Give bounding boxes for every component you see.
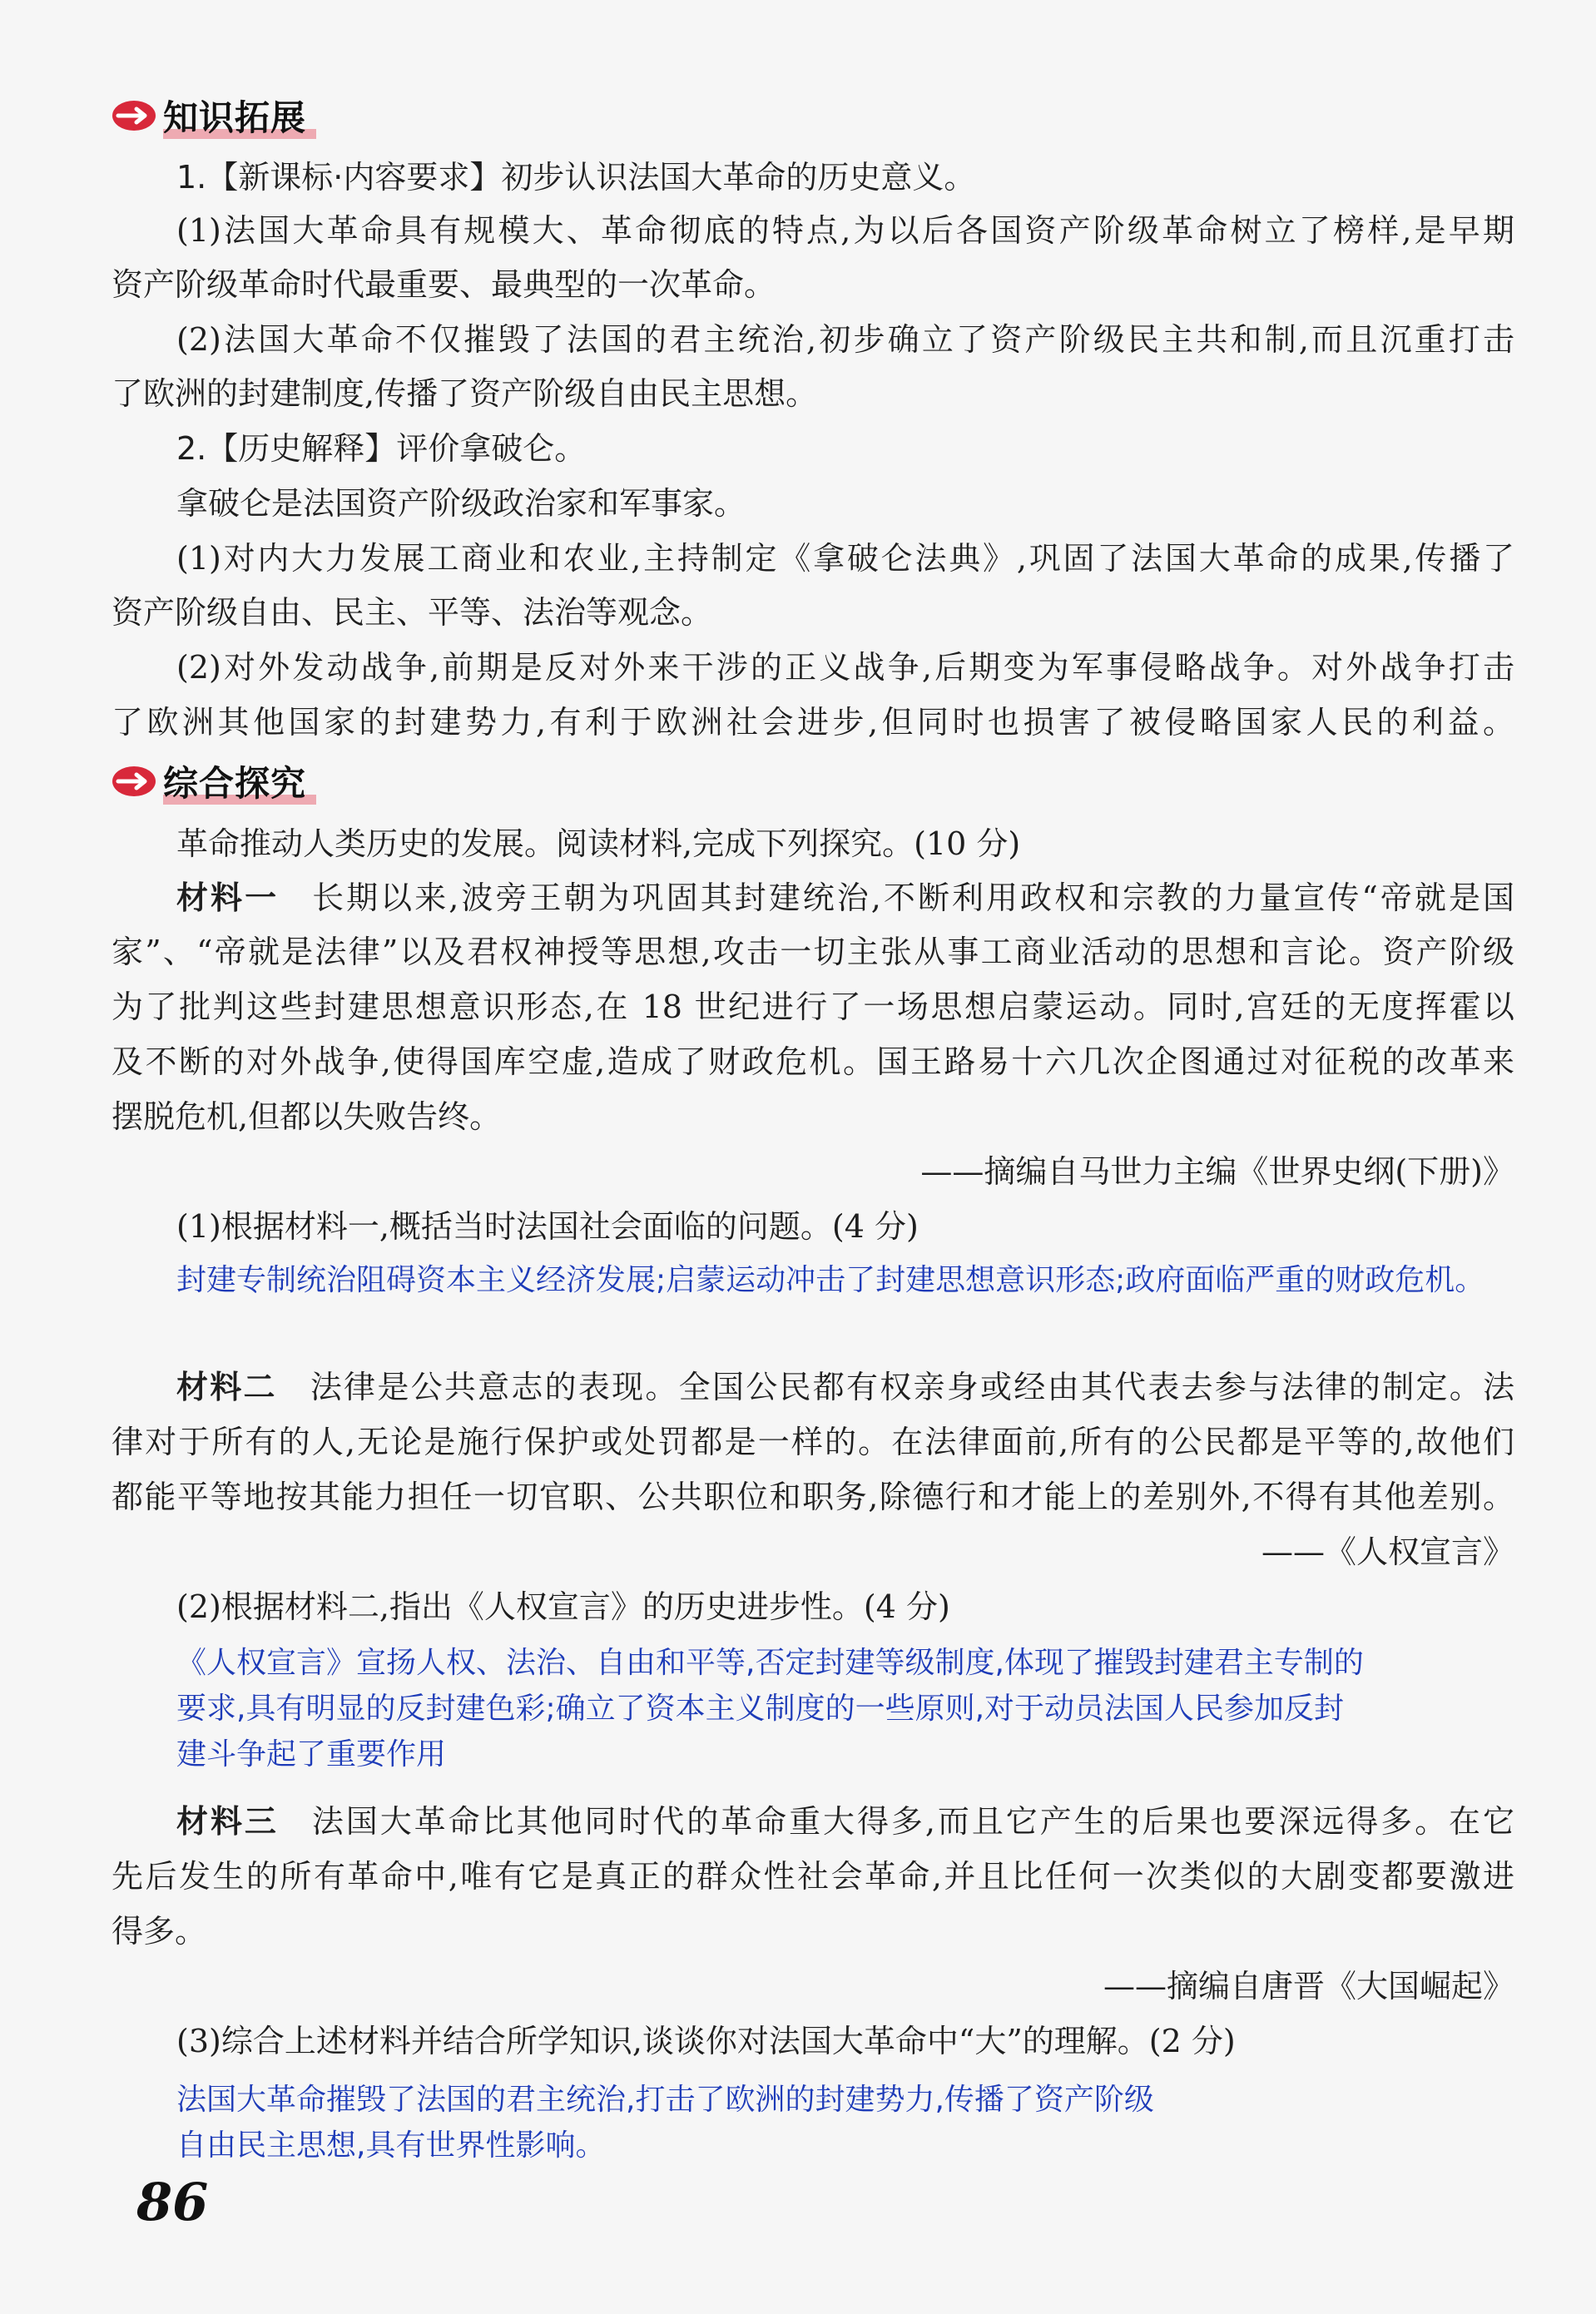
knowledge-item1-p2-line1: (2)法国大革命不仅摧毁了法国的君主统治,初步确立了资产阶级民主共和制,而且沉重打击 [176,321,1514,358]
arrow-badge-icon [112,100,156,131]
material3-line3: 得多。 [112,1913,207,1950]
question3: (3)综合上述材料并结合所学知识,谈谈你对法国大革命中“大”的理解。(2 分) [176,2023,1236,2059]
section-header-knowledge [112,90,306,141]
material2-line2: 律对于所有的人,无论是施行保护或处罚都是一样的。在法律面前,所有的公民都是平等的,故他们 [112,1424,1514,1460]
knowledge-item2-p1-line2: 资产阶级自由、民主、平等、法治等观念。 [112,594,713,631]
material1-source: ——摘编自马世力主编《世界史纲(下册)》 [920,1153,1514,1190]
answer3-line2: 自由民主思想,具有世界性影响。 [176,2128,606,2163]
answer2-line2: 要求,具有明显的反封建色彩;确立了资本主义制度的一些原则,对于动员法国人民参加反封 [176,1692,1345,1726]
material3-line2: 先后发生的所有革命中,唯有它是真正的群众性社会革命,并且比任何一次类似的大剧变都要激进 [112,1858,1514,1895]
section-title: 知识拓展 [163,97,307,138]
page-number: 86 [136,2172,209,2232]
material3-line1 [176,1801,1514,1841]
material1-line4: 及不断的对外战争,使得国库空虚,造成了财政危机。国王路易十六几次企图通过对征税的改革来 [112,1043,1514,1080]
material3-text: 法国大革命比其他同时代的革命重大得多,而且它产生的后果也要深远得多。在它 [311,1803,1514,1840]
material2-text: 法律是公共意志的表现。全国公民都有权亲身或经由其代表去参与法律的制定。法 [310,1369,1514,1405]
knowledge-item1-p1-line1: (1)法国大革命具有规模大、革命彻底的特点,为以后各国资产阶级革命树立了榜样,是早期 [176,212,1514,249]
material2-label: 材料二 [176,1369,277,1405]
question1: (1)根据材料一,概括当时法国社会面临的问题。(4 分) [176,1208,919,1245]
material2-source: ——《人权宣言》 [1261,1534,1514,1570]
knowledge-item2-p2-line1: (2)对外发动战争,前期是反对外来干涉的正义战争,后期变为军事侵略战争。对外战争打击 [176,649,1514,686]
section-header-inquiry [112,756,306,807]
knowledge-item2-intro: 拿破仑是法国资产阶级政治家和军事家。 [176,485,746,522]
material2-line1 [176,1367,1514,1407]
question2: (2)根据材料二,指出《人权宣言》的历史进步性。(4 分) [176,1588,950,1625]
material1-line2: 家”、“帝就是法律”以及君权神授等思想,攻击一切主张从事工商业活动的思想和言论。资产阶级 [112,934,1514,970]
inquiry-intro: 革命推动人类历史的发展。阅读材料,完成下列探究。(10 分) [176,825,1021,862]
material1-line5: 摆脱危机,但都以失败告终。 [112,1098,502,1135]
answer2-line3: 建斗争起了重要作用 [176,1737,447,1771]
section-title: 综合探究 [163,763,307,804]
material1-label: 材料一 [176,880,280,916]
knowledge-item1-p2-line2: 了欧洲的封建制度,传播了资产阶级自由民主思想。 [112,375,818,412]
answer2-line1: 《人权宣言》宣扬人权、法治、自由和平等,否定封建等级制度,体现了摧毁封建君主专制的 [176,1646,1364,1680]
answer3-line1: 法国大革命摧毁了法国的君主统治,打击了欧洲的封建势力,传播了资产阶级 [176,2083,1154,2117]
material2-line3: 都能平等地按其能力担任一切官职、公共职位和职务,除德行和才能上的差别外,不得有其他差别。 [112,1479,1514,1515]
material1-line3: 为了批判这些封建思想意识形态,在 18 世纪进行了一场思想启蒙运动。同时,宫廷的无度挥霍以 [112,989,1514,1025]
material1-line1 [176,878,1514,918]
knowledge-item2-title: 2.【历史解释】评价拿破仑。 [176,430,587,467]
answer1: 封建专制统治阻碍资本主义经济发展;启蒙运动冲击了封建思想意识形态;政府面临严重的财政危机。 [176,1263,1485,1297]
material3-label: 材料三 [176,1803,279,1840]
knowledge-item2-p2-line2: 了欧洲其他国家的封建势力,有利于欧洲社会进步,但同时也损害了被侵略国家人民的利益。 [112,704,1514,741]
knowledge-item1-p1-line2: 资产阶级革命时代最重要、最典型的一次革命。 [112,266,776,303]
arrow-badge-icon [112,766,156,797]
knowledge-item2-p1-line1: (1)对内大力发展工商业和农业,主持制定《拿破仑法典》,巩固了法国大革命的成果,传播了 [176,540,1514,577]
material1-text: 长期以来,波旁王朝为巩固其封建统治,不断利用政权和宗教的力量宣传“帝就是国 [312,880,1514,916]
material3-source: ——摘编自唐晋《大国崛起》 [1103,1968,1514,2004]
knowledge-item1-title: 1.【新课标·内容要求】初步认识法国大革命的历史意义。 [176,159,976,196]
